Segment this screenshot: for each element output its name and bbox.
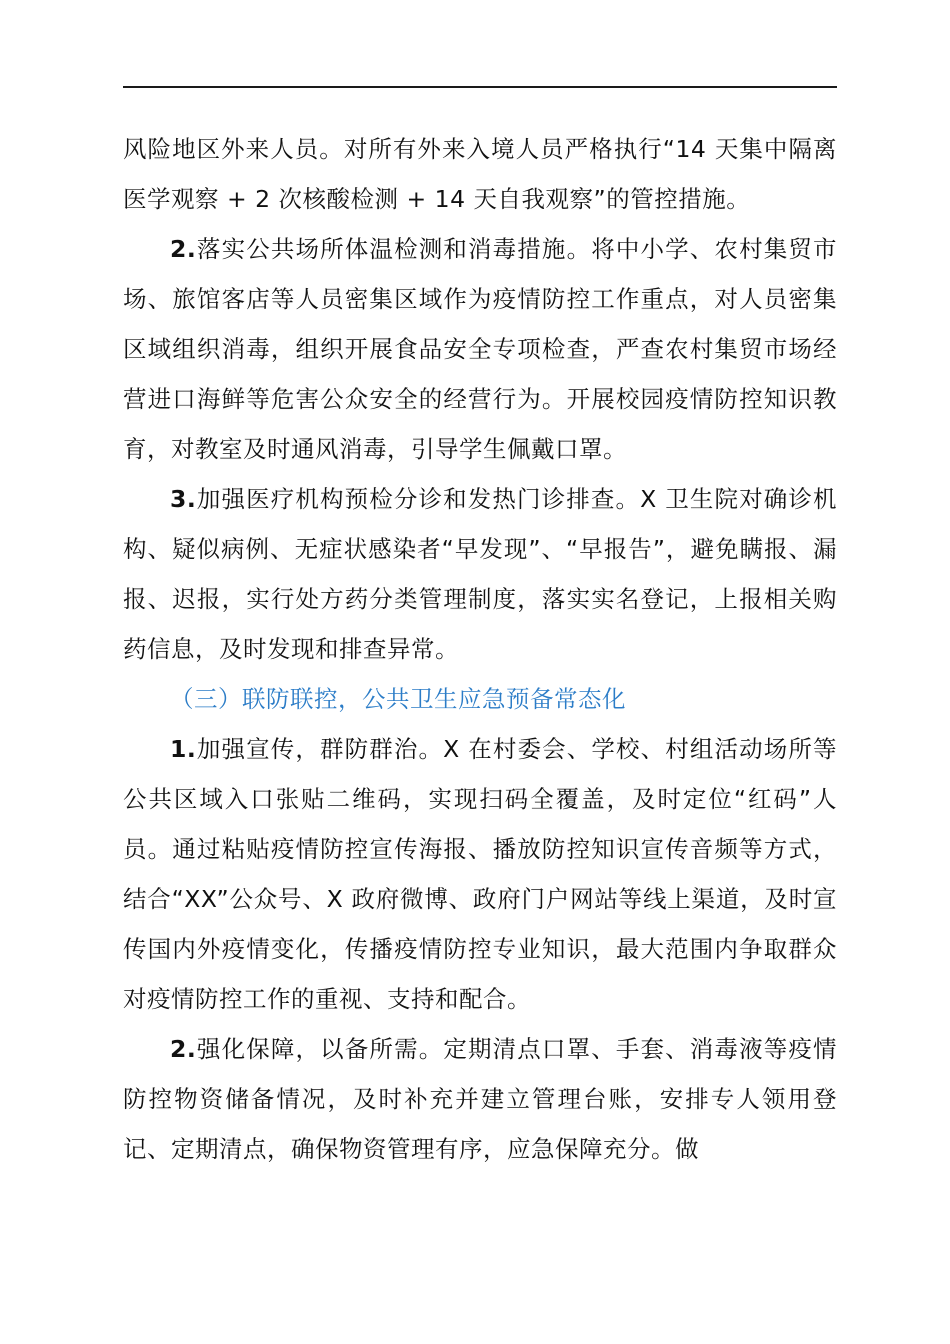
paragraph-item-3-medical-screening — [123, 474, 837, 674]
section-heading: （三）联防联控，公共卫生应急预备常态化 — [170, 685, 626, 713]
item-number: 2. — [170, 1035, 197, 1063]
item-number: 2. — [170, 235, 197, 263]
paragraph-text: 加强宣传，群防群治。X 在村委会、学校、村组活动场所等公共区域入口张贴二维码，实现扫码全覆盖，及时定位“红码”人员。通过粘贴疫情防控宣传海报、播放防控知识宣传音频等方式，结合“XX”公众号、X 政府微博、政府门户网站等线上渠道，及时宣传国内外疫情变化，传播疫情防控专业知识，最大范围内争取群众对疫情防控工作的重视、支持和配合。 — [123, 735, 837, 1013]
paragraph-text: 加强医疗机构预检分诊和发热门诊排查。X 卫生院对确诊机构、疑似病例、无症状感染者“早发现”、“早报告”，避免瞒报、漏报、迟报，实行处方药分类管理制度，落实实名登记，上报相关购药信息，及时发现和排查异常。 — [123, 485, 837, 663]
paragraph-item-1-publicity — [123, 724, 837, 1024]
document-body — [123, 124, 837, 1174]
header-rule — [123, 86, 837, 88]
paragraph-item-2-supplies — [123, 1024, 837, 1174]
paragraph-text: 强化保障，以备所需。定期清点口罩、手套、消毒液等疫情防控物资储备情况，及时补充并建立管理台账，安排专人领用登记、定期清点，确保物资管理有序，应急保障充分。做 — [123, 1035, 837, 1163]
paragraph-text: 风险地区外来人员。对所有外来入境人员严格执行“14 天集中隔离医学观察 + 2 次核酸检测 + 14 天自我观察”的管控措施。 — [123, 135, 837, 213]
paragraph-item-2-public-places — [123, 224, 837, 474]
paragraph-continuation — [123, 124, 837, 224]
item-number: 1. — [170, 735, 197, 763]
paragraph-text: 落实公共场所体温检测和消毒措施。将中小学、农村集贸市场、旅馆客店等人员密集区域作为疫情防控工作重点，对人员密集区域组织消毒，组织开展食品安全专项检查，严查农村集贸市场经营进口海鲜等危害公众安全的经营行为。开展校园疫情防控知识教育，对教室及时通风消毒，引导学生佩戴口罩。 — [123, 235, 837, 463]
item-number: 3. — [170, 485, 197, 513]
